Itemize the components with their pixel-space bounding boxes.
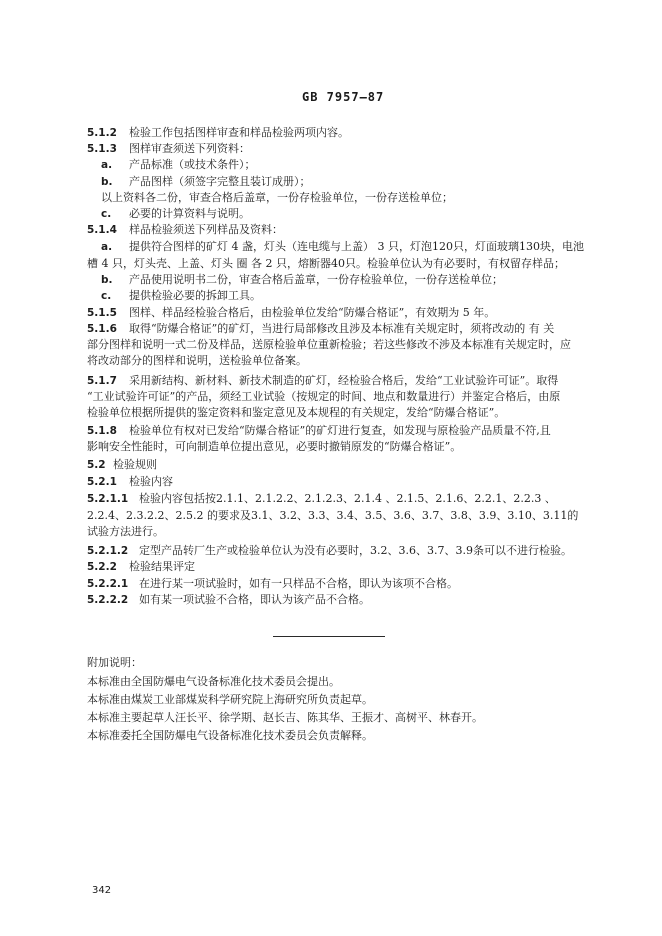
list-item-line: a. 产品标准（或技术条件）； bbox=[101, 158, 256, 171]
continuation-line: “工业试验许可证”的产品，须经工业试验（按规定的时间、地点和数量进行）并鉴定合格后，由原 bbox=[87, 390, 561, 403]
list-item-line: b. 产品图样（须签字完整且装订成册）； bbox=[101, 175, 311, 188]
list-item-line: c. 必要的计算资料与说明。 bbox=[101, 207, 250, 220]
continuation-line: 部分图样和说明一式二份及样品，送原检验单位重新检验；若这些修改不涉及本标准有关规定时，应 bbox=[87, 338, 571, 351]
continuation-line: 试验方法进行。 bbox=[87, 525, 164, 538]
appendix-title: 附加说明： bbox=[87, 656, 142, 669]
page-number: 342 bbox=[92, 885, 112, 896]
clause-line: 5.1.5 图样、样品经检验合格后，由检验单位发给“防爆合格证”，有效期为 5 年。 bbox=[87, 306, 496, 319]
appendix-line: 本标准主要起草人汪长平、徐学期、赵长吉、陈其华、王振才、高树平、林春开。 bbox=[87, 711, 483, 724]
list-item-line: c. 提供检验必要的拆卸工具。 bbox=[101, 289, 261, 302]
continuation-line: 2.2.4、2.3.2.2、2.5.2 的要求及3.1、3.2、3.3、3.4、3.5、3.6、3.7、3.8、3.9、3.10、3.11的 bbox=[87, 509, 579, 522]
list-item-line: a. 提供符合图样的矿灯 4 盏，灯头（连电缆与上盖） 3 只，灯泡120只，灯面玻璃130块，电池 bbox=[101, 240, 584, 253]
clause-line: 5.2.2.2 如有某一项试验不合格，即认为该产品不合格。 bbox=[87, 593, 370, 606]
clause-line: 5.2.1.2 定型产品转厂生产或检验单位认为没有必要时，3.2、3.6、3.7、3.9条可以不进行检验。 bbox=[87, 544, 572, 557]
list-item-line: b. 产品使用说明书二份，审查合格后盖章，一份存检验单位，一份存送检单位； bbox=[101, 273, 503, 286]
continuation-line: 检验单位根据所提供的鉴定资料和鉴定意见及本规程的有关规定，发给“防爆合格证”。 bbox=[87, 406, 506, 419]
clause-line: 5.2.2.1 在进行某一项试验时，如有一只样品不合格，即认为该项不合格。 bbox=[87, 577, 458, 590]
clause-line: 5.2.1 检验内容 bbox=[87, 475, 173, 488]
clause-line: 5.1.7 采用新结构、新材料、新技术制造的矿灯，经检验合格后，发给“工业试验许可证”。取得 bbox=[87, 374, 559, 387]
clause-line: 5.1.3 图样审查须送下列资料： bbox=[87, 142, 250, 155]
continuation-line: 将改动部分的图样和说明，送检验单位备案。 bbox=[87, 354, 307, 367]
continuation-line: 影响安全性能时，可向制造单位提出意见，必要时撤销原发的“防爆合格证”。 bbox=[87, 440, 462, 453]
clause-line: 5.1.6 取得“防爆合格证”的矿灯，当进行局部修改且涉及本标准有关规定时，须将改动的 有 关 bbox=[87, 322, 555, 335]
clause-line: 5.2.2 检验结果评定 bbox=[87, 560, 195, 573]
section-divider bbox=[273, 636, 385, 637]
clause-line: 5.1.4 样品检验须送下列样品及资料： bbox=[87, 223, 283, 236]
standard-number-header: GB 7957—87 bbox=[302, 90, 385, 104]
clause-line: 5.1.8 检验单位有权对已发给“防爆合格证”的矿灯进行复查，如发现与原检验产品质量不符,且 bbox=[87, 424, 551, 437]
continuation-line: 槽 4 只，灯头壳、上盖、灯头 圈 各 2 只，熔断器40只。检验单位认为有必要时，有权留存样品； bbox=[87, 257, 565, 270]
section-heading: 5.2 检验规则 bbox=[87, 458, 157, 471]
appendix-line: 本标准委托全国防爆电气设备标准化技术委员会负责解释。 bbox=[87, 729, 373, 742]
clause-line: 5.1.2 检验工作包括图样审查和样品检验两项内容。 bbox=[87, 126, 349, 139]
appendix-line: 本标准由全国防爆电气设备标准化技术委员会提出。 bbox=[87, 675, 340, 688]
clause-line: 5.2.1.1 检验内容包括按2.1.1、2.1.2.2、2.1.2.3、2.1.4 、2.1.5、2.1.6、2.2.1、2.2.3 、 bbox=[87, 492, 556, 505]
appendix-line: 本标准由煤炭工业部煤炭科学研究院上海研究所负责起草。 bbox=[87, 693, 373, 706]
continuation-line: 以上资料各二份，审查合格后盖章，一份存检验单位，一份存送检单位； bbox=[101, 191, 453, 204]
